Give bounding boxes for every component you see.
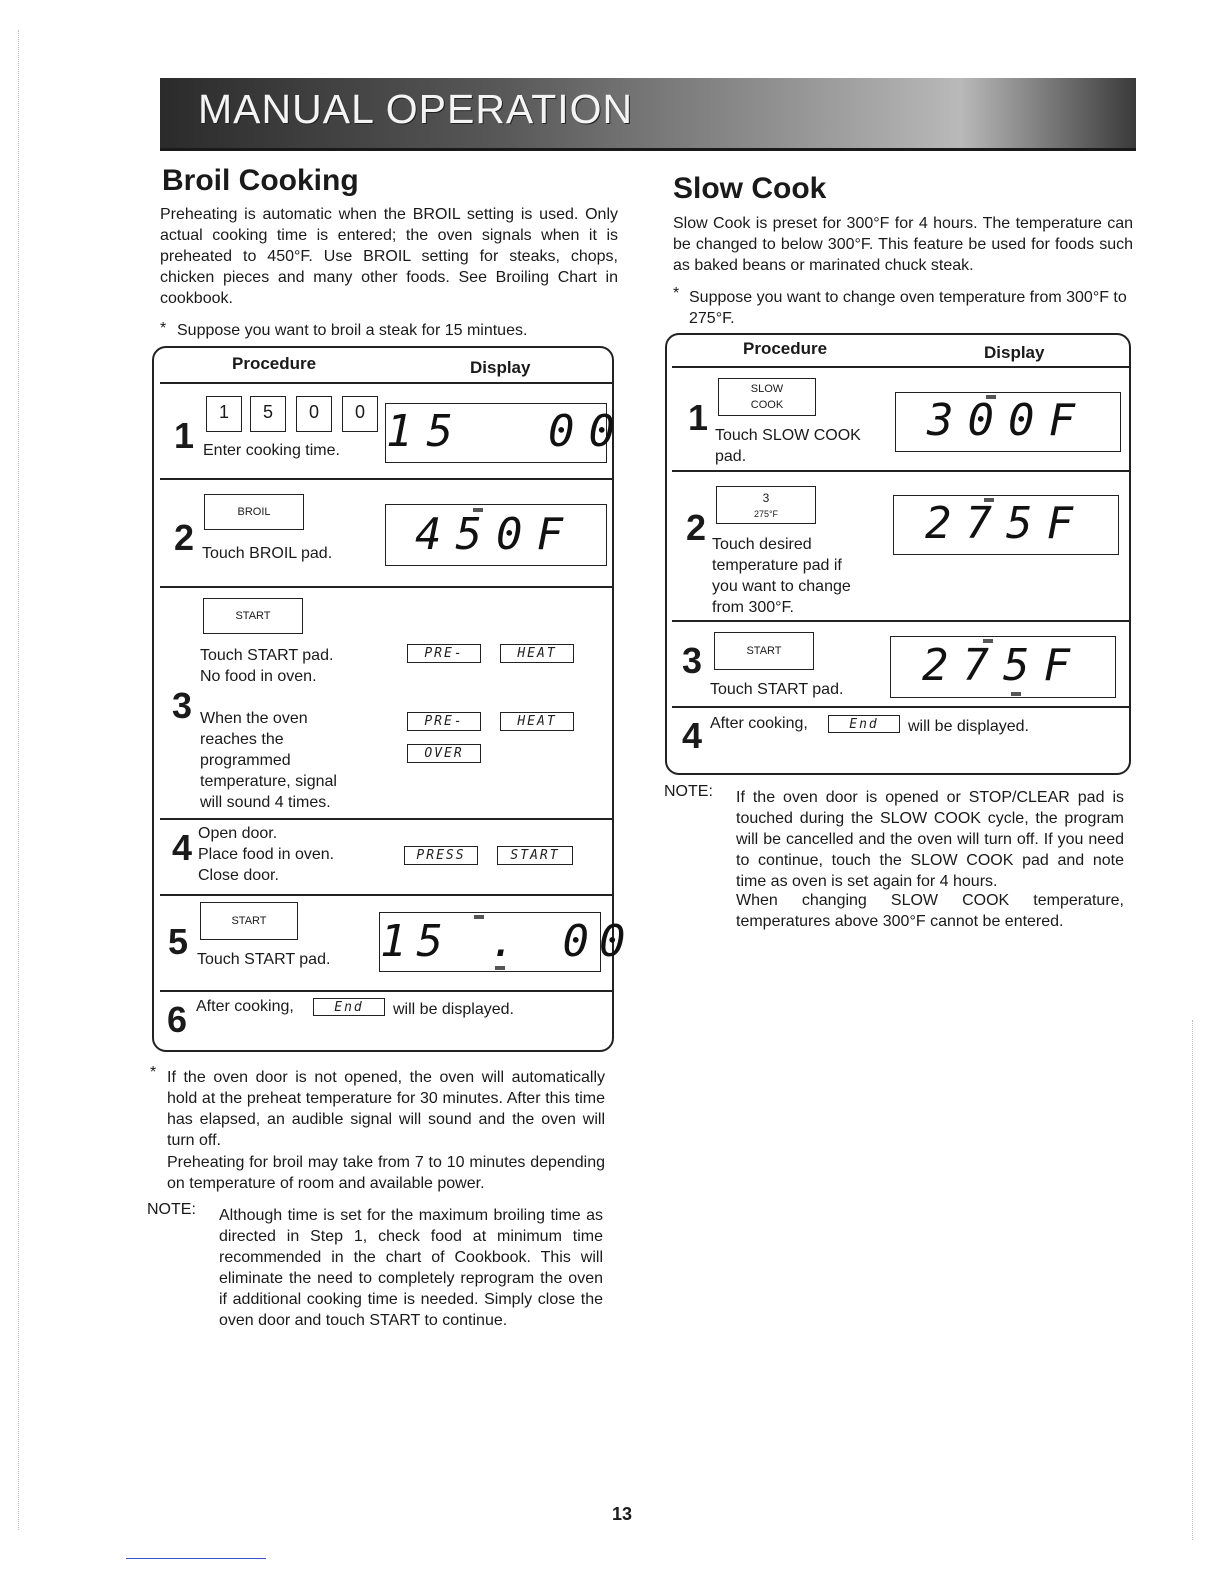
- broil-step2-text: Touch BROIL pad.: [202, 545, 333, 562]
- broil-step3-text-a1: Touch START pad.: [200, 647, 334, 664]
- slow-step3-display-value: 275F: [922, 640, 1084, 691]
- broil-step5-display-value: 15 . 00: [380, 916, 636, 967]
- slow-step4-number: 4: [682, 715, 703, 756]
- broil-step2-number: 2: [174, 517, 195, 558]
- disp-start: START: [497, 846, 573, 865]
- broil-suppose: Suppose you want to broil a steak for 15 mintues.: [177, 322, 528, 339]
- slow-step4-text-b: will be displayed.: [908, 718, 1029, 735]
- broil-step6-text-a: After cooking,: [196, 998, 294, 1015]
- disp-press: PRESS: [404, 846, 478, 865]
- broil-step3-number: 3: [172, 685, 193, 726]
- slow-col-display: Display: [984, 343, 1045, 362]
- broil-footnote-bullet: *: [150, 1064, 157, 1081]
- slow-suppose: Suppose you want to change oven temperature from 300°F to 275°F.: [689, 289, 1127, 327]
- broil-step6-number: 6: [167, 999, 188, 1040]
- broil-step2-display: [385, 504, 607, 566]
- start-pad-step5: START: [200, 902, 298, 940]
- broil-col-display: Display: [470, 358, 531, 377]
- broil-col-procedure: Procedure: [232, 354, 317, 373]
- slow-step3-text: Touch START pad.: [710, 681, 844, 698]
- disp-pre-2: PRE-: [407, 712, 481, 731]
- disp-over: OVER: [407, 744, 481, 763]
- start-pad-slow: START: [714, 632, 814, 670]
- broil-note-label: NOTE:: [147, 1201, 196, 1218]
- broil-step1-display: [385, 403, 629, 463]
- slow-step1-number: 1: [688, 397, 709, 438]
- page-number: 13: [612, 1504, 633, 1524]
- temp-pad-line1: 3: [762, 491, 770, 505]
- broil-step4-line3: Close door.: [198, 867, 279, 884]
- broil-step1-display-value: 15 00: [386, 406, 629, 457]
- broil-step1-text: Enter cooking time.: [203, 442, 340, 459]
- broil-divider-3: [160, 818, 614, 820]
- bottom-rule: [126, 1558, 266, 1559]
- broil-step1-number: 1: [174, 415, 195, 456]
- broil-step4-line1: Open door.: [198, 825, 278, 842]
- slow-divider-2: [672, 620, 1131, 622]
- key-0: 0: [296, 396, 332, 432]
- slow-divider-1: [672, 470, 1131, 472]
- slow-intro: Slow Cook is preset for 300°F for 4 hours. The temperature can be changed to below 300°F. This feature be used for foods such as baked beans or marinated chuck steak.: [673, 215, 1133, 274]
- temp-pad-line2: 275°F: [753, 509, 779, 519]
- page-title: MANUAL OPERATION: [198, 86, 634, 132]
- slow-suppose-bullet: *: [673, 285, 680, 302]
- broil-footnote-b: Preheating for broil may take from 7 to 10 minutes depending on temperature of room and available power.: [167, 1154, 605, 1192]
- slow-step2-text: Touch desired temperature pad if you want to change from 300°F.: [712, 536, 851, 616]
- broil-step4-line2: Place food in oven.: [198, 846, 335, 863]
- slow-cook-pad: [718, 378, 816, 416]
- slow-col-procedure: Procedure: [743, 339, 828, 358]
- broil-divider-1: [160, 478, 614, 480]
- disp-heat: HEAT: [500, 644, 574, 663]
- slow-step2-number: 2: [686, 507, 707, 548]
- broil-title: Broil Cooking: [162, 164, 359, 197]
- key-5: 5: [250, 396, 286, 432]
- temp-275-pad: [716, 486, 816, 524]
- slow-step2-display: [893, 495, 1119, 555]
- slow-step2-display-value: 275F: [925, 498, 1087, 549]
- slow-header-divider: [672, 366, 1131, 368]
- slow-step3-number: 3: [682, 640, 703, 681]
- slow-note-label: NOTE:: [664, 783, 713, 800]
- broil-step4-number: 4: [172, 827, 193, 868]
- broil-step2-display-value: 450F: [415, 509, 577, 560]
- slow-cook-pad-line1: SLOW: [750, 383, 784, 395]
- disp-heat-2: HEAT: [500, 712, 574, 731]
- slow-note-text-a: If the oven door is opened or STOP/CLEAR pad is touched during the SLOW COOK cycle, the program will be cancelled and the oven will turn off. If you need to continue, touch the SLOW COOK pad and note time as oven is set again for 4 hours.: [736, 789, 1124, 890]
- slow-divider-3: [672, 706, 1131, 708]
- slow-step1-display: [895, 392, 1121, 452]
- disp-end: End: [313, 998, 385, 1016]
- start-pad-step3: START: [203, 598, 303, 634]
- slow-title: Slow Cook: [673, 172, 827, 205]
- slow-step4-text-a: After cooking,: [710, 715, 808, 732]
- slow-step3-display: [890, 636, 1116, 698]
- broil-step3-text-b: When the oven reaches the programmed temperature, signal will sound 4 times.: [200, 710, 337, 811]
- broil-suppose-bullet: *: [160, 320, 167, 337]
- broil-step5-text: Touch START pad.: [197, 951, 331, 968]
- broil-header-divider: [160, 382, 614, 384]
- key-1: 1: [206, 396, 242, 432]
- slow-step1-text: Touch SLOW COOK pad.: [715, 427, 861, 465]
- broil-step5-number: 5: [168, 921, 189, 962]
- disp-pre: PRE-: [407, 644, 481, 663]
- page-edge-left: [18, 30, 20, 1530]
- slow-note-text-b: When changing SLOW COOK temperature, temperatures above 300°F cannot be entered.: [736, 892, 1124, 930]
- slow-step1-display-value: 300F: [927, 395, 1089, 446]
- slow-cook-indicator: [1011, 692, 1021, 696]
- broil-step3-text-a2: No food in oven.: [200, 668, 317, 685]
- broil-divider-5: [160, 990, 614, 992]
- broil-intro: Preheating is automatic when the BROIL setting is used. Only actual cooking time is entered; the oven signals when it is preheated to 450°F. Use BROIL setting for steaks, chops, chicken pieces and many other foods. See Broiling Chart in cookbook.: [160, 206, 618, 307]
- page-edge-right: [1192, 1020, 1194, 1540]
- broil-pad: BROIL: [204, 494, 304, 530]
- slow-disp-end: End: [828, 715, 900, 733]
- broil-divider-2: [160, 586, 614, 588]
- broil-step5-display: [379, 912, 636, 972]
- broil-step6-text-b: will be displayed.: [393, 1001, 514, 1018]
- broil-footnote-a: If the oven door is not opened, the oven will automatically hold at the preheat temperature for 30 minutes. After this time has elapsed, an audible signal will sound and the oven will turn off.: [167, 1069, 605, 1149]
- broil-divider-4: [160, 894, 614, 896]
- broil-note-text: Although time is set for the maximum broiling time as directed in Step 1, check food at minimum time recommended in the chart of Cookbook. This will eliminate the need to completely reprogram the oven if additional cooking time is needed. Simply close the oven door and touch START to continue.: [219, 1207, 603, 1329]
- slow-cook-pad-line2: COOK: [750, 399, 784, 411]
- key-0-second: 0: [342, 396, 378, 432]
